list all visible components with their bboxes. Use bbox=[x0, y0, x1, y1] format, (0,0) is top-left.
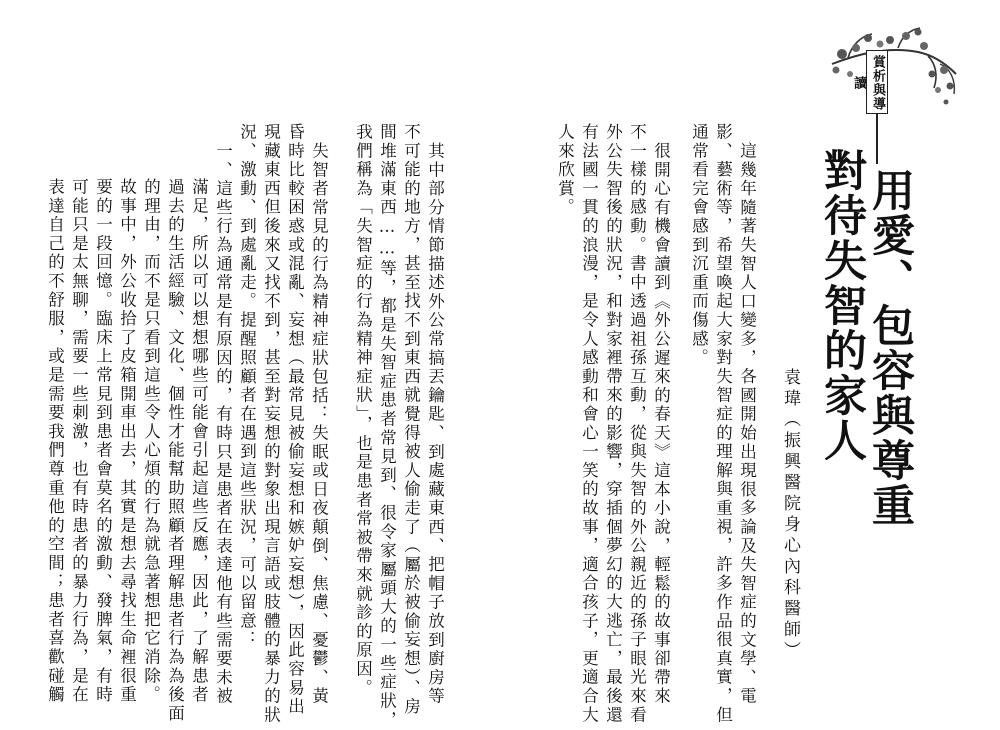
body-column: 要的一段回憶。臨床上常見到患者會莫名的激動、發脾氣，有時 bbox=[93, 178, 113, 705]
body-column: 失智者常見的行為精神症狀包括：失眠或日夜顛倒、焦慮、憂鬱、黃 bbox=[309, 142, 329, 706]
body-column: 過去的生活經驗、文化、個性才能幫助照顧者理解患者行為為後面 bbox=[165, 178, 185, 724]
body-column: 現藏東西但後來又找不到，甚至對妄想的對象出現言語或肢體的暴力的狀 bbox=[261, 123, 281, 725]
body-column: 昏時比較困惑或混亂、妄想（最常見被偷妄想和嫉妒妄想），因此容易出 bbox=[285, 123, 305, 717]
body-column: 其中部分情節描述外公常搞丟鑰匙、到處藏東西、把帽子放到廚房等 bbox=[425, 142, 445, 706]
body-column: 不一樣的感動。書中透過祖孫互動，從與失智的外公親近的孫子眼光來看 bbox=[627, 123, 647, 725]
body-column: 間堆滿東西……等，都是失智症患者常見到、很令家屬頭大的一些症狀， bbox=[377, 123, 397, 730]
body-column: 表達自己的不舒服，或是需要我們尊重他的空間；患者喜歡碰觸 bbox=[45, 178, 65, 705]
section-badge-label: 賞析與導讀 bbox=[866, 50, 888, 114]
page-title-line-1: 用愛、包容與尊重 bbox=[865, 168, 915, 528]
author-byline: 袁瑋（振興醫院身心內科醫師） bbox=[780, 368, 800, 662]
body-column: 滿足，所以可以想想哪些可能會引起這些反應，因此，了解患者 bbox=[189, 178, 209, 705]
body-column: 況、激動、到處亂走。提醒照顧者在遇到這些狀況，可以留意： bbox=[237, 123, 257, 650]
page-title-line-2: 對待失智的家人 bbox=[817, 148, 867, 463]
body-column: 影、藝術等，希望喚起大家對失智症的理解與重視，許多作品很真實，但 bbox=[713, 123, 733, 725]
body-column: 很開心有機會讀到《外公遲來的春天》這本小說，輕鬆的故事卻帶來 bbox=[651, 142, 671, 706]
body-column: 外公失智後的狀況，和對家裡帶來的影響，穿插個夢幻的大逃亡，最後還 bbox=[603, 123, 623, 725]
body-column: 不可能的地方，甚至找不到東西就覺得被人偷走了（屬於被偷妄想）、房 bbox=[401, 123, 421, 717]
body-column: 我們稱為「失智症的行為精神症狀」，也是患者常被帶來就診的原因。 bbox=[353, 123, 373, 698]
body-column: 通常看完會感到沉重而傷感。 bbox=[689, 123, 709, 368]
badge-divider-line bbox=[876, 114, 878, 164]
body-column: 故事中，外公收拾了皮箱開車出去，其實是想去尋找生命裡很重 bbox=[117, 178, 137, 705]
body-column: 可能只是太無聊，需要一些刺激，也有時患者的暴力行為，是在 bbox=[69, 178, 89, 705]
body-column: 一、這些行為通常是有原因的，有時只是患者在表達他有些需要未被 bbox=[213, 142, 233, 706]
body-column: 的理由，而不是只看到這些令人心煩的行為就急著想把它消除。 bbox=[141, 178, 161, 705]
body-column: 有法國一貫的浪漫，是令人感動和會心一笑的故事，適合孩子，更適合大 bbox=[579, 123, 599, 725]
body-column: 人來欣賞。 bbox=[555, 123, 575, 217]
branch-ornament-icon bbox=[828, 24, 960, 124]
body-column: 這幾年隨著失智人口變多，各國開始出現很多論及失智症的文學、電 bbox=[737, 142, 757, 706]
